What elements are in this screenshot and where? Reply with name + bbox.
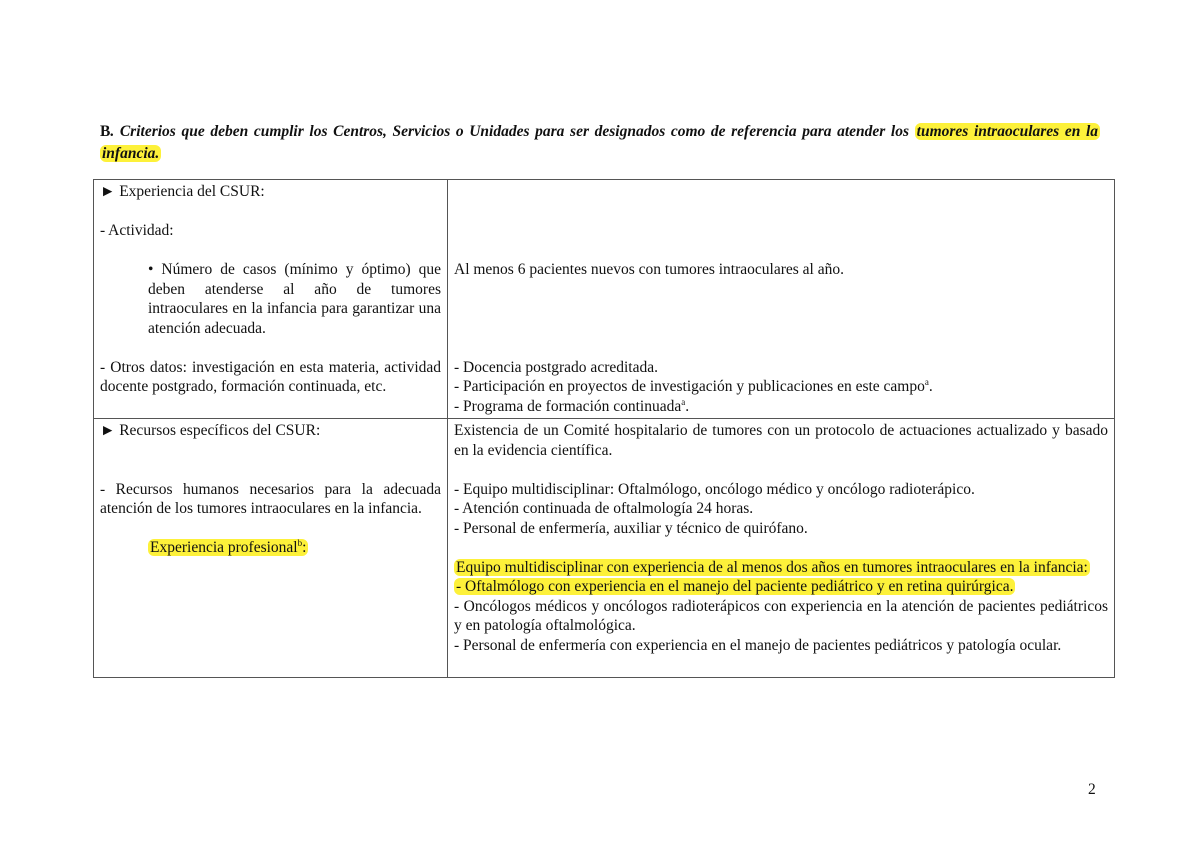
nursing-item: - Personal de enfermería con experiencia en el manejo de pacientes pediátricos y patología ocular.	[454, 636, 1062, 654]
criteria-table	[93, 179, 1115, 678]
training-item: - Programa de formación continuada$^a$.	[454, 396, 690, 415]
resources-left-cell	[94, 419, 448, 678]
section-heading	[100, 121, 1100, 165]
care-item: - Atención continuada de oftalmología 24 horas.	[454, 500, 754, 517]
section-letter: B	[100, 123, 111, 140]
research-footnote-mark: a	[924, 377, 929, 387]
ophthalmologist-item: - Oftalmólogo con experiencia en el manejo del paciente pediátrico y en retina quirúrgica.	[456, 578, 1014, 595]
experience-footnote-mark: b	[297, 538, 303, 548]
oncologists-item: - Oncólogos médicos y oncólogos radioterápicos con experiencia en la atención de pacientes pediátricos y en patología oftalmológica.	[454, 597, 1108, 634]
experience-left-cell	[94, 180, 448, 419]
heading-highlight: tumores intraoculares en la infancia.	[102, 123, 1099, 162]
page-number: 2	[1088, 781, 1096, 798]
patients-requirement: Al menos 6 pacientes nuevos con tumores intraoculares al año.	[454, 261, 844, 278]
resources-title: ► Recursos específicos del CSUR:	[100, 422, 321, 439]
research-item: - Participación en proyectos de investigación y publicaciones en este campo$^a$.	[454, 377, 933, 395]
resources-right-cell	[448, 419, 1115, 678]
human-resources-label: - Recursos humanos necesarios para la adecuada atención de los tumores intraoculares en la infancia.	[100, 480, 441, 517]
staff-item: - Personal de enfermería, auxiliar y técnico de quirófano.	[454, 519, 808, 537]
training-footnote-mark: a	[681, 396, 686, 407]
activity-label: - Actividad:	[100, 222, 174, 239]
table-row-resources	[94, 419, 1115, 678]
team-item: - Equipo multidisciplinar: Oftalmólogo, oncólogo médico y oncólogo radioterápico.	[454, 480, 975, 498]
experience-title: ► Experiencia del CSUR:	[100, 183, 265, 200]
professional-experience-label: Experiencia profesional$^b$:	[150, 538, 307, 556]
committee-requirement: Existencia de un Comité hospitalario de tumores con un protocolo de actuaciones actualizado y basado en la evidencia científica.	[454, 422, 1108, 459]
teaching-item: - Docencia postgrado acreditada.	[454, 358, 658, 376]
other-data-label: - Otros datos: investigación en esta materia, actividad docente postgrado, formación continuada, etc.	[100, 358, 441, 395]
experienced-team-text: Equipo multidisciplinar con experiencia de al menos dos años en tumores intraoculares en la infancia:	[456, 558, 1088, 576]
experience-right-cell	[448, 180, 1115, 419]
table-row-experience	[94, 180, 1115, 419]
cases-criterion: • Número de casos (mínimo y óptimo) que deben atenderse al año de tumores intraoculares en la infancia para garantizar una atención adecuada.	[148, 261, 441, 337]
section-letter-period: .	[110, 123, 120, 140]
heading-text: Criterios que deben cumplir los Centros, Servicios o Unidades para ser designados como de referencia para atender los	[119, 123, 915, 140]
